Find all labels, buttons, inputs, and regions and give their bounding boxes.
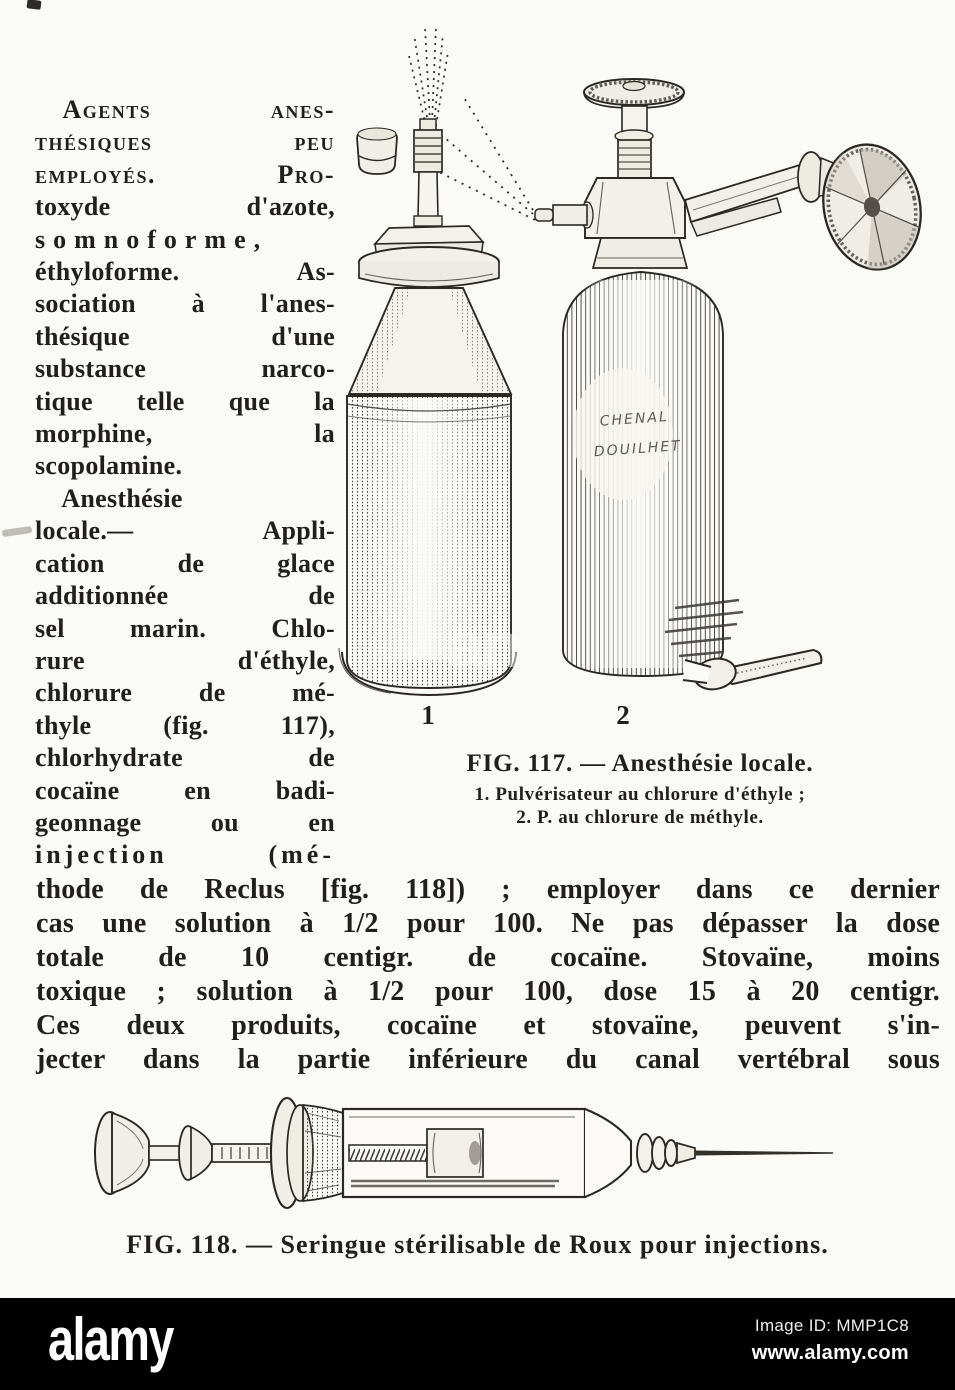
text-line: cation de glace [35, 548, 335, 578]
watermark-fragment: an [448, 609, 519, 681]
svg-text:DOUILHET: DOUILHET [593, 438, 683, 461]
text-line: thésique d'une [35, 321, 335, 351]
svg-text:CHENAL: CHENAL [599, 408, 670, 430]
scan-speck [27, 0, 42, 10]
text-line: éthyloforme. As- [35, 257, 335, 287]
text-line: substance narco- [35, 354, 335, 384]
text-line: scopolamine. [35, 451, 183, 481]
text-line: Agents anes- [35, 95, 335, 124]
text-line: additionnée de [35, 581, 335, 611]
alamy-watermark-bar [0, 1298, 955, 1390]
text-line: sel marin. Chlo- [35, 613, 335, 643]
alamy-url-text: www.alamy.com [751, 1342, 909, 1364]
text-line: Ces deux produits, cocaïne et stovaïne, peuvent s'in- [36, 1010, 940, 1041]
text-line: chlorure de mé- [35, 678, 335, 708]
main-paragraph [36, 873, 940, 1077]
image-id-text: Image ID: MMP1C8 [754, 1316, 909, 1335]
text-line: somnoforme, [35, 224, 269, 254]
fig117-legend-2: 2. P. au chlorure de méthyle. [516, 807, 764, 828]
fig118-caption: FIG. 118. — Seringue stérilisable de Roux pour injections. [126, 1230, 829, 1259]
spray-jets-2 [439, 96, 535, 220]
syringe-drawing [95, 1098, 833, 1208]
scan-smudge [2, 526, 33, 537]
fig117-caption-block [340, 750, 940, 829]
text-line: chlorhydrate de [35, 743, 335, 773]
text-line: cas une solution à 1/2 pour 100. Ne pas dépasser la dose [36, 908, 940, 939]
text-line: Anesthésie [35, 483, 183, 513]
text-line: morphine, la [35, 419, 335, 449]
text-line: thode de Reclus [fig. 118]) ; employer dans ce dernier [36, 874, 940, 905]
text-line: rure d'éthyle, [35, 645, 335, 675]
text-line: sociation à l'anes- [35, 289, 335, 319]
text-line: employés. Pro- [35, 159, 335, 189]
alamy-logo: alamy [48, 1306, 173, 1373]
methyl-cylinder-drawing [439, 79, 932, 693]
text-line: tique telle que la [35, 386, 335, 416]
fig117-number-1: 1 [421, 700, 435, 730]
ethyl-spray-bottle-drawing [339, 26, 516, 695]
text-line: toxyde d'azote, [35, 192, 335, 222]
fig117-caption: FIG. 117. — Anesthésie locale. [466, 750, 814, 777]
text-line: cocaïne en badi- [35, 775, 335, 805]
text-line: thésiques peu [35, 127, 335, 157]
text-line: jecter dans la partie inférieure du canal vertébral sous [36, 1044, 940, 1075]
fig117-legend-1: 1. Pulvérisateur au chlorure d'éthyle ; [474, 784, 806, 805]
fig118-illustration [55, 1083, 935, 1223]
fig117-number-2: 2 [616, 700, 630, 730]
body-text-column [35, 94, 335, 872]
text-line: thyle (fig. 117), [35, 710, 335, 740]
side-handwheel [812, 135, 932, 278]
spray-jets-1 [409, 26, 448, 126]
text-line: injection (mé- [35, 840, 335, 870]
text-line: toxique ; solution à 1/2 pour 100, dose 15 à 20 centigr. [36, 976, 940, 1007]
text-line: totale de 10 centigr. de cocaïne. Stovaïne, moins [36, 942, 940, 973]
text-line: locale.— Appli- [35, 516, 335, 546]
text-line: geonnage ou en [35, 807, 335, 837]
fig117-illustration [335, 22, 943, 700]
